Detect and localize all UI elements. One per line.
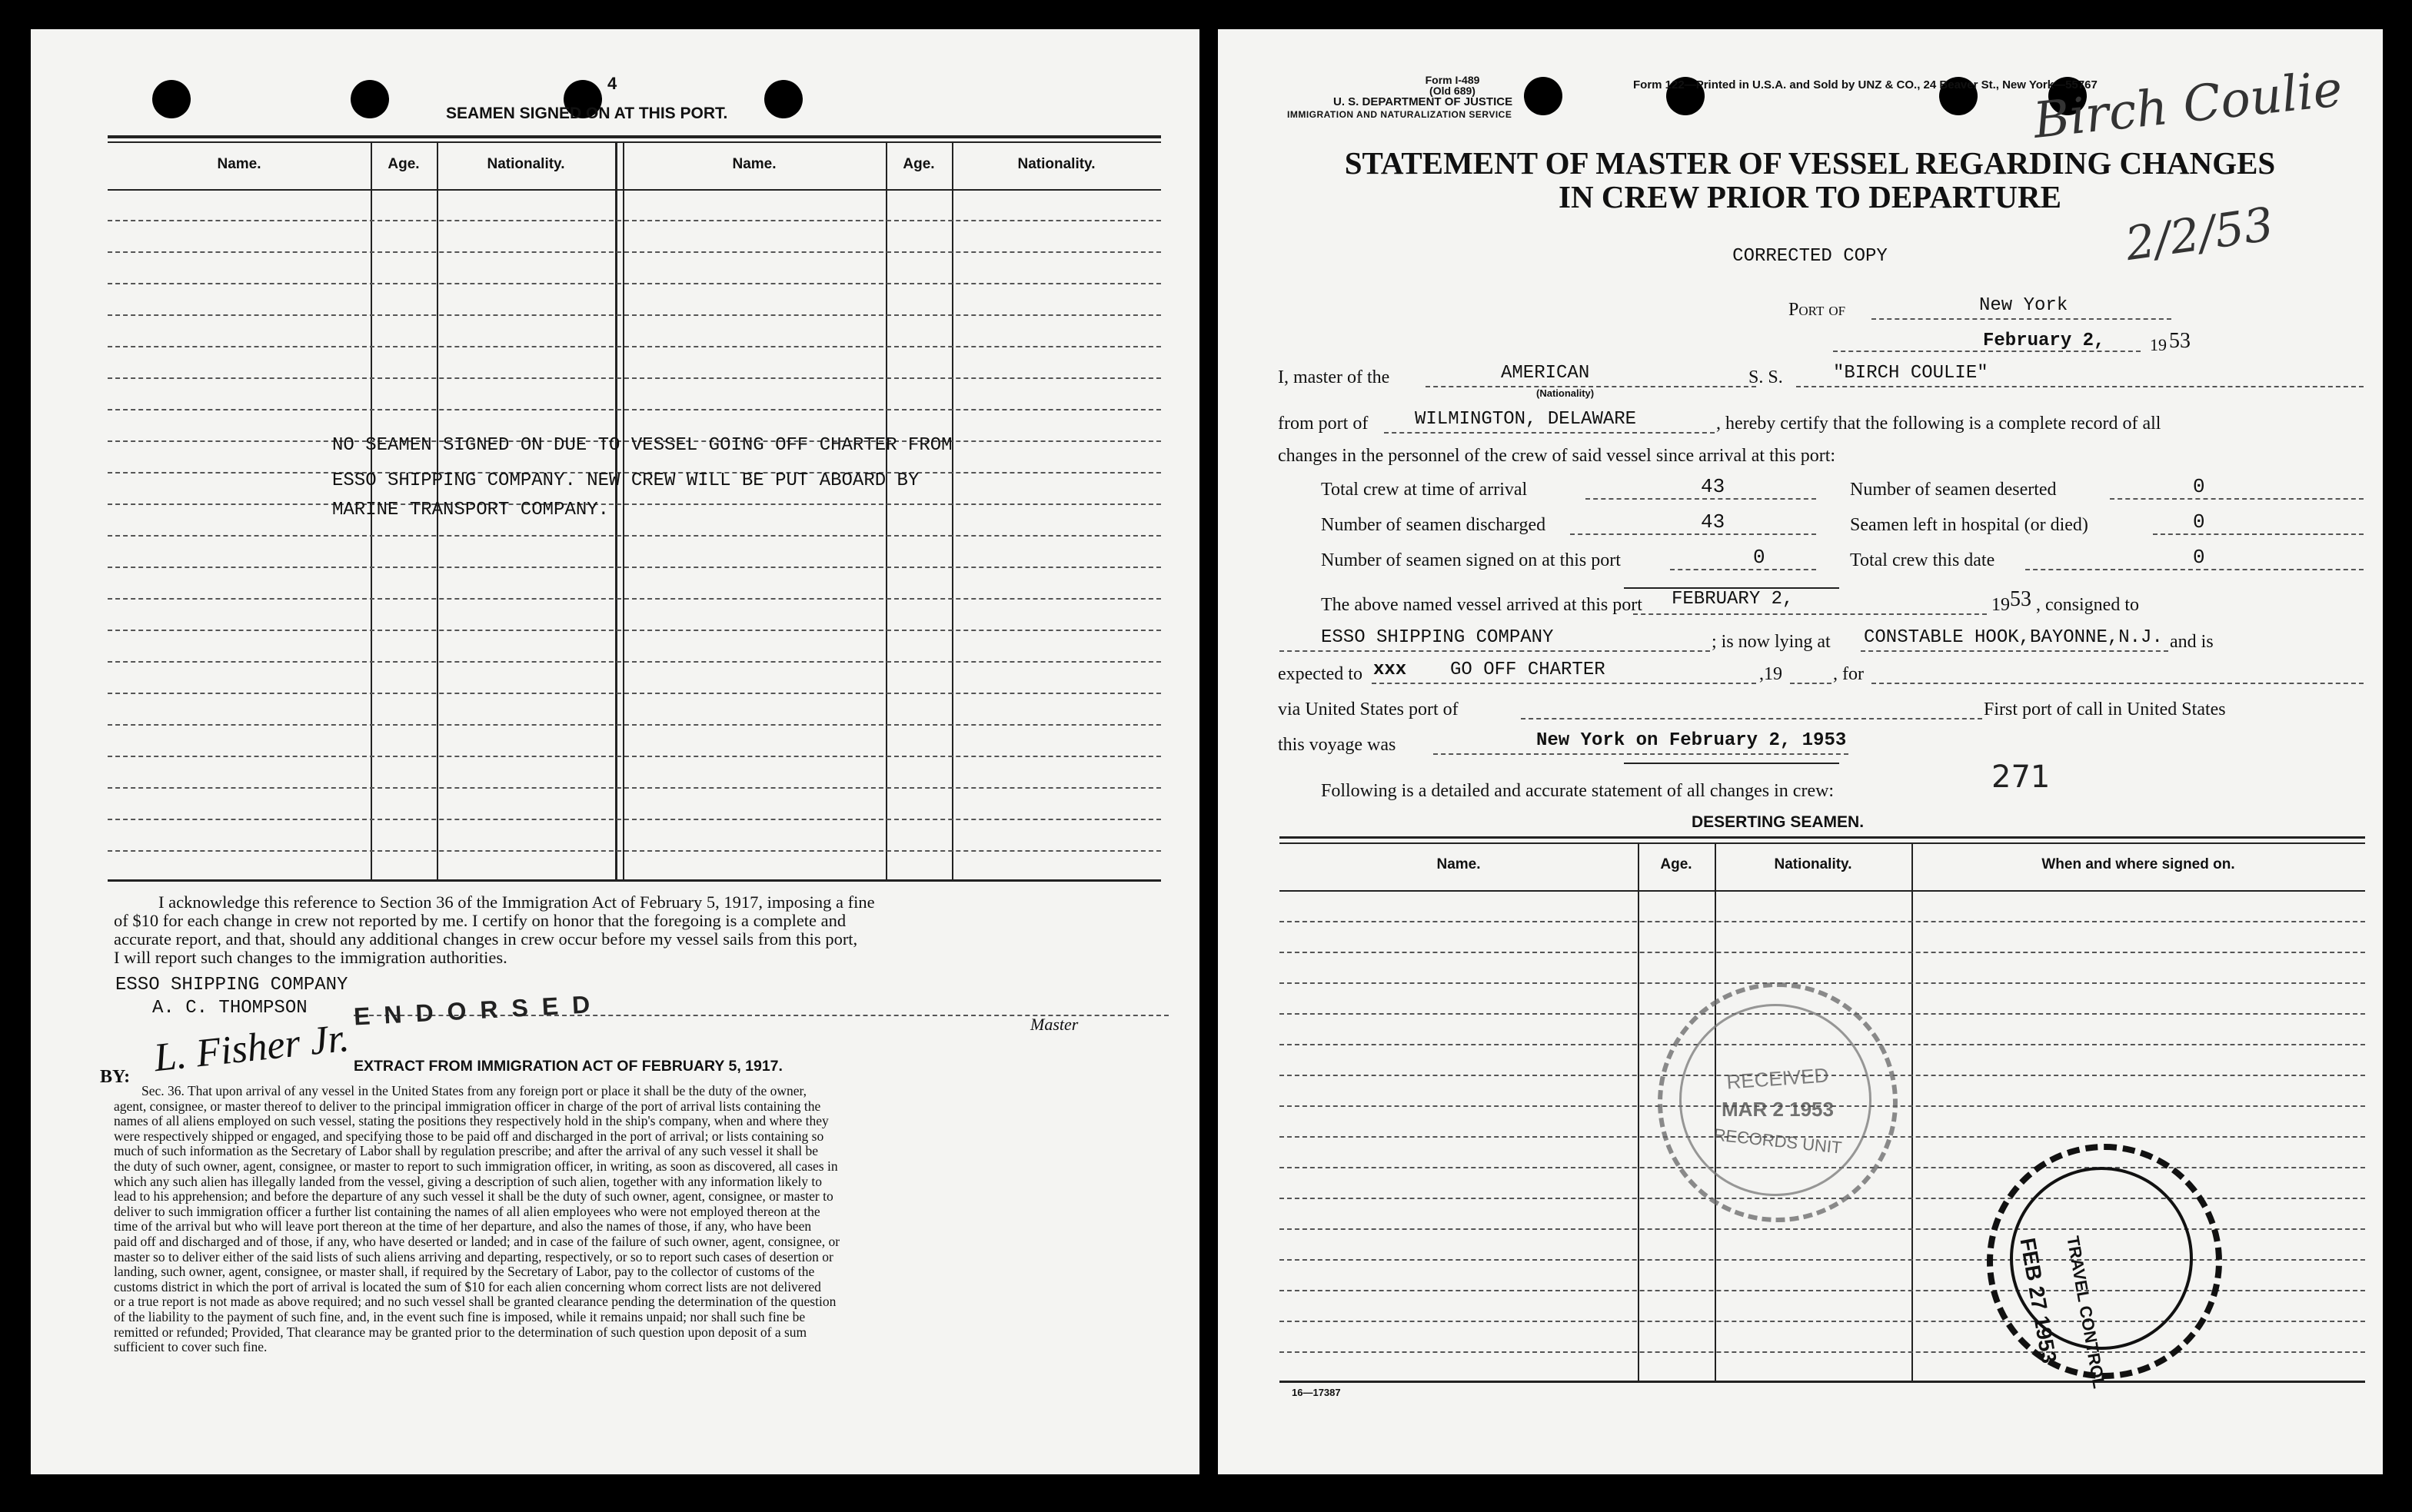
company-name: ESSO SHIPPING COMPANY xyxy=(115,975,348,995)
discharged-label: Number of seamen discharged xyxy=(1321,515,1546,535)
column-header-age: Age. xyxy=(388,156,420,172)
handwritten-vessel-name: Birch Coulie xyxy=(2031,61,2345,150)
year-value: 53 xyxy=(2169,329,2191,353)
table-row xyxy=(1279,1351,2365,1353)
left-page-title: SEAMEN SIGNED ON AT THIS PORT. xyxy=(446,105,728,122)
table-row xyxy=(108,377,1161,379)
table-top-rule xyxy=(1279,836,2365,839)
table-header-rule xyxy=(108,189,1161,191)
arrived-line xyxy=(1633,613,1987,615)
vessel-line xyxy=(1796,386,2364,387)
hospital: 0 xyxy=(2193,510,2205,533)
acknowledgement-line: I acknowledge this reference to Section 36 of the Immigration Act of February 5, 1917, imposing a fine xyxy=(158,892,875,912)
form-number: 16—17387 xyxy=(1292,1387,1341,1398)
law-line: names of all aliens employed on such vessel, stating the positions they respectively hold in the ship's company, when and where they xyxy=(114,1113,829,1129)
signature: L. Fisher Jr. xyxy=(151,1015,351,1081)
department: U. S. DEPARTMENT OF JUSTICE xyxy=(1333,95,1513,108)
typed-note-line: NO SEAMEN SIGNED ON DUE TO VESSEL GOING OFF CHARTER FROM xyxy=(332,435,953,456)
stat-line xyxy=(2153,533,2364,535)
deserted: 0 xyxy=(2193,475,2205,498)
table-row xyxy=(108,567,1161,568)
law-line: landing, such owner, agent, consignee, or master shall, if required by the Secretary of Labor, pay to the collector of customs of the xyxy=(114,1264,815,1280)
table-row xyxy=(108,598,1161,600)
travel-stamp-label: TRAVEL CONTROL xyxy=(2063,1235,2109,1391)
signed-on: 0 xyxy=(1753,546,1765,569)
right-page xyxy=(1218,29,2383,1474)
column-header-name: Name. xyxy=(1436,856,1481,872)
from-port-label: from port of xyxy=(1278,414,1369,434)
law-line: much of such information as the Secretary of Labor shall by regulation prescribe; and after the arrival of any such vessel it shall be xyxy=(114,1143,819,1159)
acknowledgement xyxy=(114,893,1167,967)
travel-stamp-date: FEB 27 1953 xyxy=(2015,1236,2061,1365)
law-line: lead to his apprehension; and before the departure of any such vessel it shall be the duty of such owner, agent, consignee, or master to xyxy=(114,1188,833,1205)
acknowledgement-line: I will report such changes to the immigration authorities. xyxy=(114,948,507,967)
hospital-label: Seamen left in hospital (or died) xyxy=(1850,515,2088,535)
table-bottom-rule xyxy=(1279,1381,2365,1383)
law-line: which any such alien has illegally landed from the vessel, giving a description of such alien, together with any information likely to xyxy=(114,1173,822,1189)
law-text xyxy=(114,1084,1167,1355)
column-header-age: Age. xyxy=(1660,856,1692,872)
expected-label: expected to xyxy=(1278,664,1362,684)
master-name: A. C. THOMPSON xyxy=(152,998,308,1019)
table-row xyxy=(1279,982,2365,984)
table-row xyxy=(108,409,1161,410)
table-row xyxy=(108,756,1161,757)
received-stamp-label: RECEIVED xyxy=(1725,1063,1830,1094)
law-line: of the liability to the payment of such fine, and, in the event such fine is imposed, while it remains unpaid; nor shall such fine be xyxy=(114,1308,806,1324)
law-line: master so to deliver either of the said lists of such aliens arriving and departing, respectively, or so to report such cases of desertion or xyxy=(114,1248,833,1264)
column-header-when-where: When and where signed on. xyxy=(2041,856,2235,872)
page-number: 4 xyxy=(607,74,617,93)
expected-strike: xxx xyxy=(1373,660,1407,680)
stat-line xyxy=(1585,498,1816,500)
received-stamp-date: MAR 2 1953 xyxy=(1722,1098,1834,1121)
total-crew-arrival: 43 xyxy=(1701,475,1725,498)
table-header-rule xyxy=(1279,890,2365,892)
table-row xyxy=(1279,921,2365,922)
service: IMMIGRATION AND NATURALIZATION SERVICE xyxy=(1287,109,1512,120)
extract-title: EXTRACT FROM IMMIGRATION ACT OF FEBRUARY 5, 1917. xyxy=(354,1058,783,1075)
law-line: Sec. 36. That upon arrival of any vessel in the United States from any foreign port or place it shall be the duty of the owner, xyxy=(141,1083,807,1098)
expected-value: GO OFF CHARTER xyxy=(1450,660,1605,680)
column-header-name: Name. xyxy=(217,156,261,172)
handwritten-date: 2/2/53 xyxy=(2122,197,2277,272)
table-row xyxy=(108,314,1161,316)
master-of-label: I, master of the xyxy=(1278,367,1390,387)
for-label: , for xyxy=(1833,664,1864,684)
consignee: ESSO SHIPPING COMPANY xyxy=(1321,627,1554,648)
law-line: paid off and discharged and of those, if any, who have deserted or landed; and in case of the failure of such owner, agent, consignee, or xyxy=(114,1233,840,1249)
arrived-label: The above named vessel arrived at this port xyxy=(1321,595,1642,615)
expected-year: ,19 xyxy=(1759,664,1782,684)
expected-line xyxy=(1372,683,1756,684)
stat-line xyxy=(2025,569,2364,570)
travel-control-stamp xyxy=(1987,1144,2222,1391)
punch-hole xyxy=(1524,77,1562,115)
date-value: February 2, xyxy=(1983,331,2105,351)
master-label: Master xyxy=(1030,1015,1079,1034)
table-row xyxy=(108,503,1161,505)
table-row xyxy=(108,220,1161,221)
punch-hole xyxy=(351,80,389,118)
acknowledgement-line: of $10 for each change in crew not reported by me. I certify on honor that the foregoing is a complete and xyxy=(114,911,847,930)
voyage-value: New York on February 2, 1953 xyxy=(1536,730,1847,751)
port-value: New York xyxy=(1979,295,2068,316)
nationality-value: AMERICAN xyxy=(1501,363,1590,384)
form-title: STATEMENT OF MASTER OF VESSEL REGARDING CHANGES xyxy=(1344,145,2276,181)
lying-label: ; is now lying at xyxy=(1712,632,1831,652)
law-line: the duty of such owner, agent, consignee, or master to report to such immigration officer, in writing, as soon as discovered, all cases in xyxy=(114,1158,838,1174)
discharged: 43 xyxy=(1701,510,1725,533)
received-stamp xyxy=(1658,982,1898,1222)
endorsed-stamp: ENDORSED xyxy=(353,989,605,1031)
column-header-age: Age. xyxy=(903,156,935,172)
by-label: BY: xyxy=(100,1067,131,1087)
table-row xyxy=(108,346,1161,347)
table-top-rule xyxy=(108,135,1161,138)
deserted-label: Number of seamen deserted xyxy=(1850,480,2057,500)
column-header-nationality: Nationality. xyxy=(1774,856,1852,872)
form-title: IN CREW PRIOR TO DEPARTURE xyxy=(1559,179,2061,214)
typed-note-line: ESSO SHIPPING COMPANY. NEW CREW WILL BE PUT ABOARD BY xyxy=(332,470,920,491)
table-top-rule xyxy=(108,141,1161,143)
punch-hole xyxy=(764,80,803,118)
received-stamp-unit: RECORDS UNIT xyxy=(1712,1125,1843,1158)
column-divider xyxy=(1911,842,1913,1381)
via-label: via United States port of xyxy=(1278,700,1459,719)
law-line: agent, consignee, or master thereof to deliver to the principal immigration officer in charge of the port of arrival lists containing the xyxy=(114,1098,821,1114)
table-row xyxy=(108,724,1161,726)
nationality-caption: (Nationality) xyxy=(1536,387,1595,399)
table-row xyxy=(108,251,1161,253)
consignee-line xyxy=(1279,650,1710,652)
and-is: and is xyxy=(2170,632,2214,652)
table-row xyxy=(108,787,1161,789)
voyage-label: this voyage was xyxy=(1278,735,1396,755)
table-row xyxy=(108,535,1161,537)
law-line: customs district in which the port of arrival is located the sum of $10 for each alien concerning whom correct lists are not delivered xyxy=(114,1278,821,1294)
table-row xyxy=(108,661,1161,663)
total-crew-date-label: Total crew this date xyxy=(1850,550,1995,570)
law-line: sufficient to cover such fine. xyxy=(114,1339,268,1355)
law-line: time of the arrival but who will leave port thereon at the time of her departure, and also the names of those, if any, who have been xyxy=(114,1218,812,1235)
deserting-title: DESERTING SEAMEN. xyxy=(1692,813,1865,831)
arrived-year: 53 xyxy=(2010,587,2031,611)
acknowledgement-line: accurate report, and that, should any additional changes in crew occur before my vessel sails from this port, xyxy=(114,929,858,949)
punch-hole xyxy=(152,80,191,118)
stat-line xyxy=(2110,498,2364,500)
table-top-rule xyxy=(1279,842,2365,844)
form-id: Form I-489 xyxy=(1425,74,1480,86)
law-line: or a true report is not made as above required; and no such vessel shall be granted clearance pending the determination of the question xyxy=(114,1294,837,1310)
law-line: remitted or refunded; Provided, That clearance may be granted prior to the determination of such question upon deposit of a sum xyxy=(114,1324,807,1340)
total-crew-date: 0 xyxy=(2193,546,2205,569)
changes-text: changes in the personnel of the crew of said vessel since arrival at this port: xyxy=(1278,446,1836,466)
port-label: Port of xyxy=(1788,300,1846,320)
law-line: were respectively shipped or engaged, and specifying those to be paid off and discharged in the port of arrival; or lists containing so xyxy=(114,1128,824,1144)
typed-note-line: MARINE TRANSPORT COMPANY. xyxy=(332,500,610,520)
table-row xyxy=(108,819,1161,820)
form-old: (Old 689) xyxy=(1429,85,1475,97)
from-port-line xyxy=(1384,432,1715,434)
column-header-nationality: Nationality. xyxy=(487,156,565,172)
printer-note: Form 122—Printed in U.S.A. and Sold by UNZ & CO., 24 Beaver St., New York—55767 xyxy=(1633,78,2098,91)
table-row xyxy=(108,283,1161,284)
total-crew-arrival-label: Total crew at time of arrival xyxy=(1321,480,1528,500)
corrected-copy: CORRECTED COPY xyxy=(1732,246,1888,267)
stat-line xyxy=(1570,533,1816,535)
table-row xyxy=(108,850,1161,852)
table-row xyxy=(1279,952,2365,953)
left-page xyxy=(31,29,1199,1474)
column-divider xyxy=(1638,842,1639,1381)
consigned-label: , consigned to xyxy=(2036,595,2139,615)
certify-text: , hereby certify that the following is a complete record of all xyxy=(1716,414,2161,434)
law-line: deliver to such immigration officer a further list containing the names of all alien employees who were not employed thereon at the xyxy=(114,1203,820,1219)
table-row xyxy=(108,693,1161,694)
vessel-name: "BIRCH COULIE" xyxy=(1833,363,1988,384)
lying-line xyxy=(1861,650,2168,652)
arrived-year-prefix: 19 xyxy=(1991,595,2010,615)
voyage-line xyxy=(1433,753,1848,755)
year-prefix: 19 xyxy=(2150,335,2167,354)
arrived-date: FEBRUARY 2, xyxy=(1672,589,1794,610)
from-port-value: WILMINGTON, DELAWARE xyxy=(1415,409,1637,430)
via-line xyxy=(1521,718,1982,719)
column-header-name: Name. xyxy=(732,156,777,172)
signed-on-label: Number of seamen signed on at this port xyxy=(1321,550,1621,570)
table-bottom-rule xyxy=(108,879,1161,882)
handwritten-number: 271 xyxy=(1991,759,2051,795)
column-header-nationality: Nationality. xyxy=(1017,156,1096,172)
expected-year-line xyxy=(1790,683,1831,684)
stat-line xyxy=(1670,569,1816,570)
following-text: Following is a detailed and accurate statement of all changes in crew: xyxy=(1321,781,1835,801)
ss-label: S. S. xyxy=(1748,367,1783,387)
port-line xyxy=(1871,318,2171,320)
lying-value: CONSTABLE HOOK,BAYONNE,N.J. xyxy=(1864,627,2163,648)
first-port-label: First port of call in United States xyxy=(1984,700,2226,719)
rule xyxy=(1624,763,1839,764)
for-line xyxy=(1871,683,2364,684)
table-row xyxy=(108,630,1161,631)
